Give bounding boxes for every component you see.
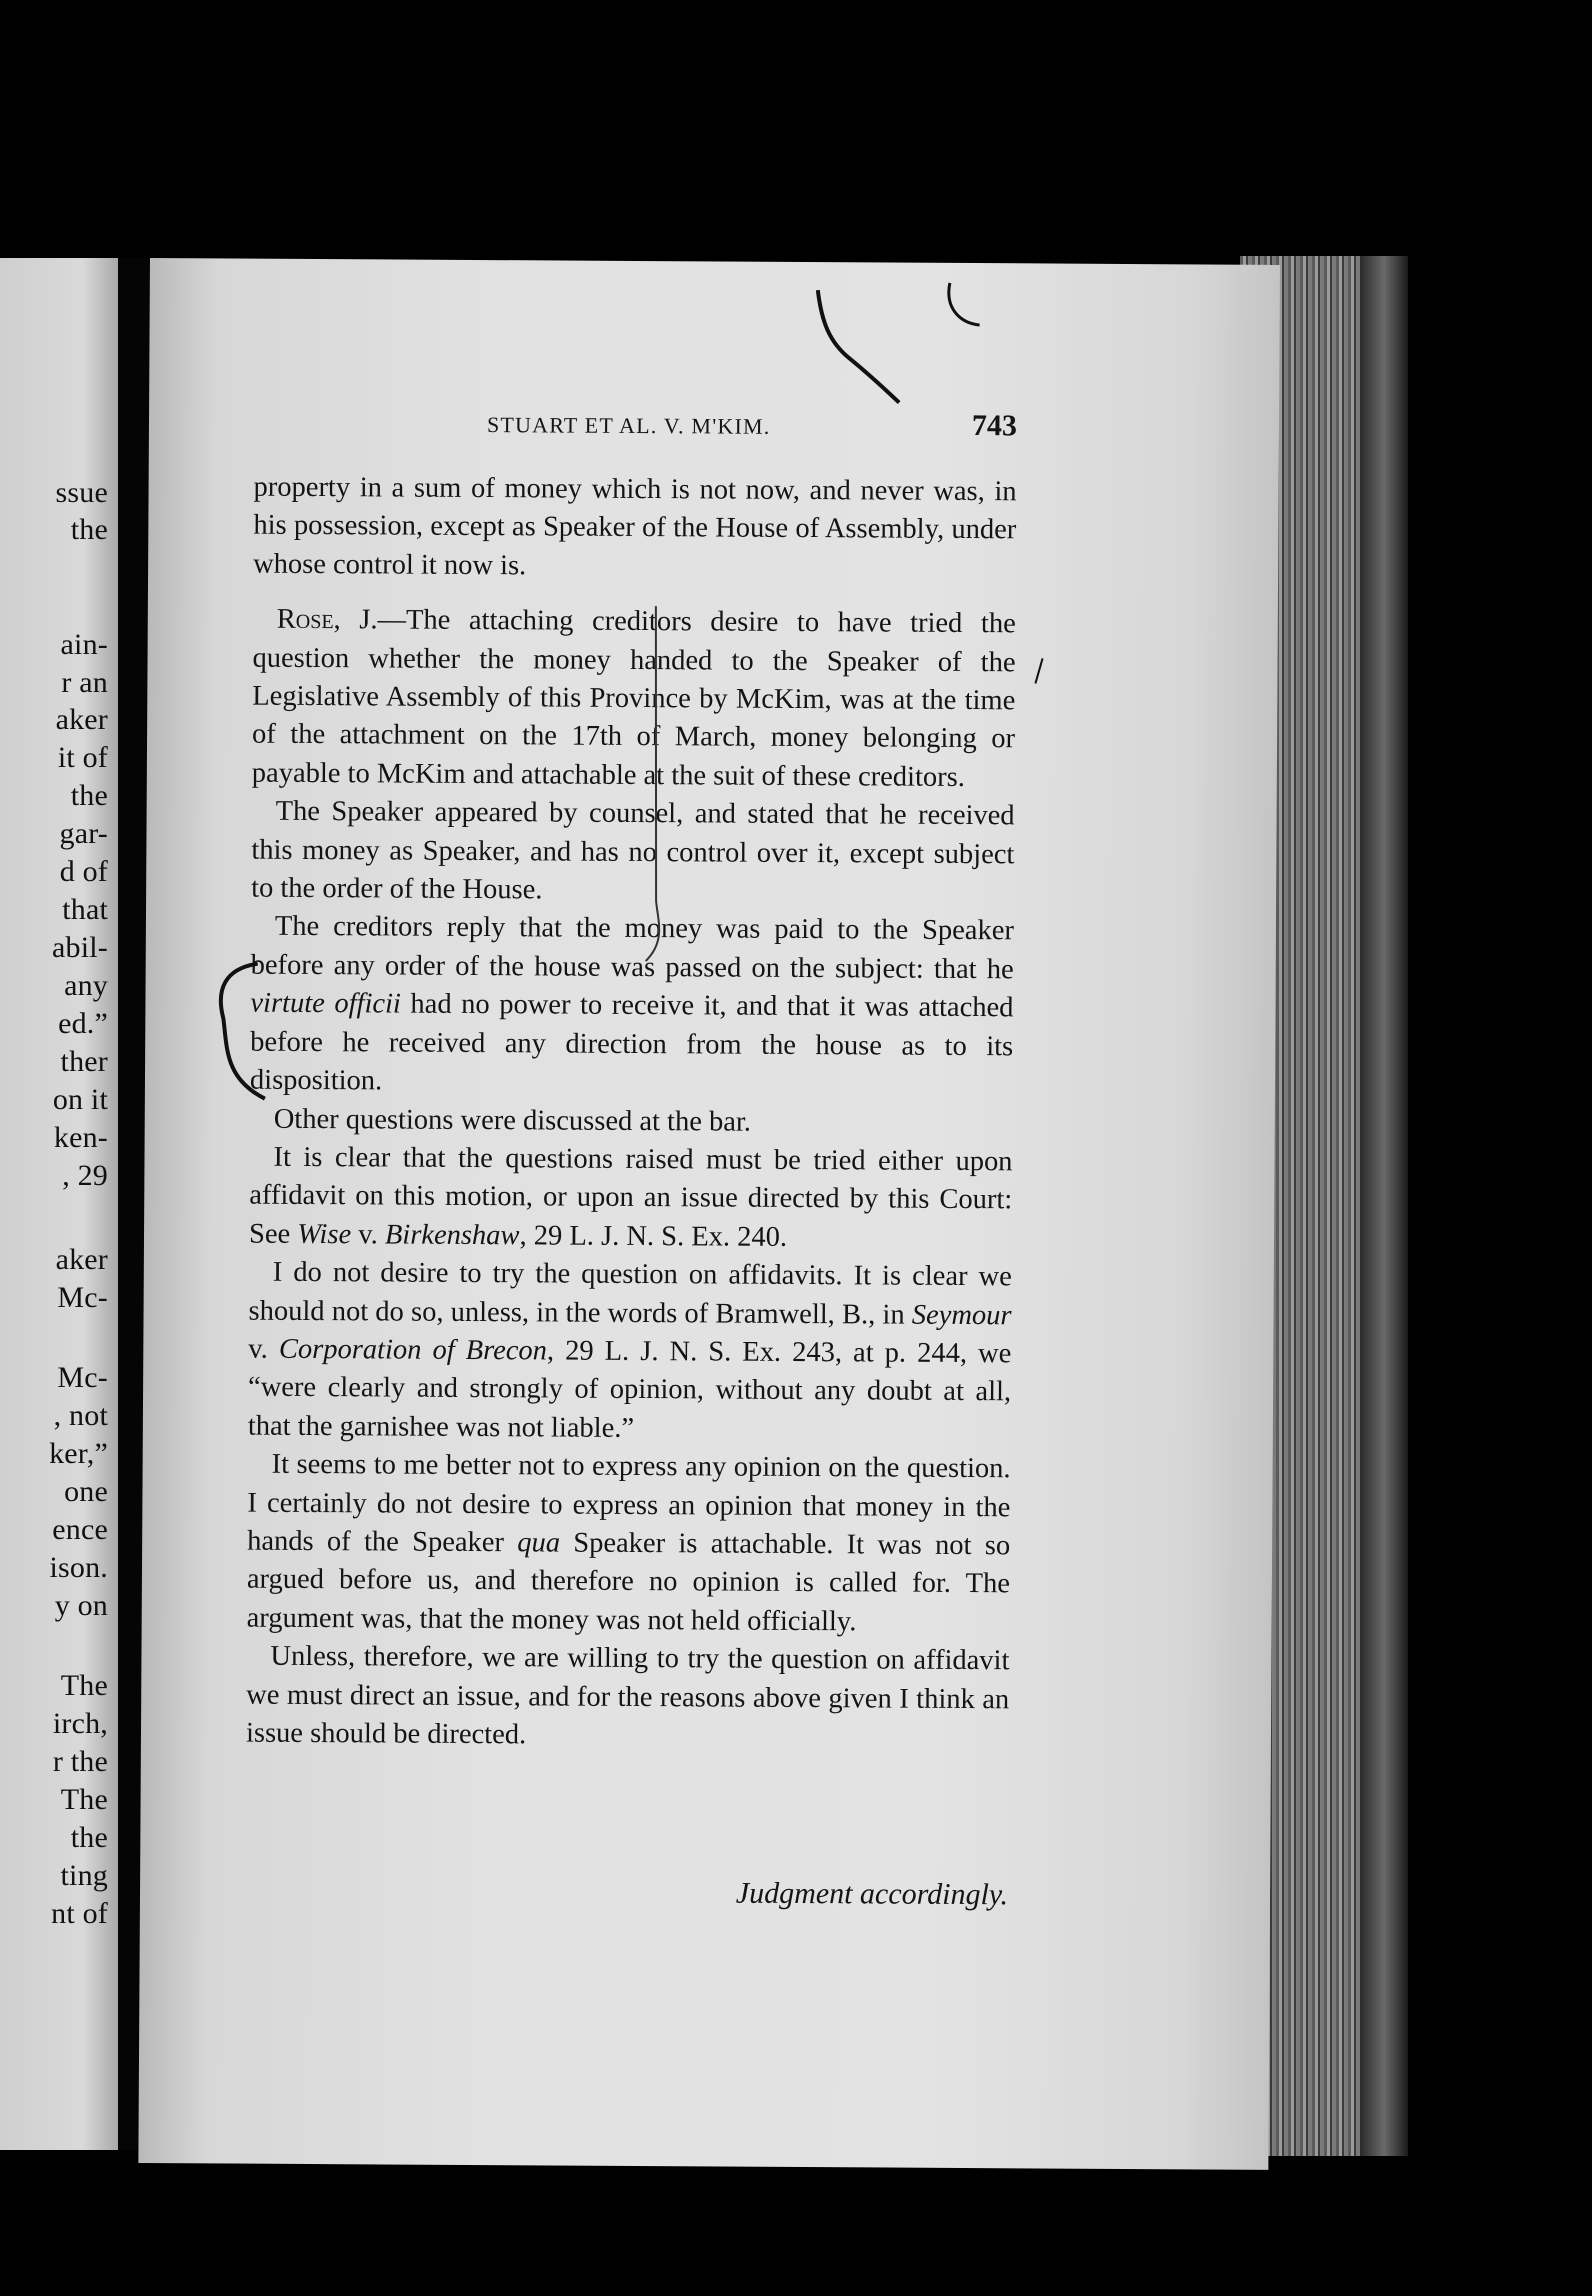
left-page-fragment: any	[64, 969, 108, 1002]
left-page-fragment: ed.”	[58, 1007, 108, 1040]
italic-citation: qua	[517, 1527, 561, 1559]
left-page-fragment: The	[60, 1669, 108, 1702]
left-page-fragment: , not	[53, 1399, 108, 1432]
left-page-fragment: the	[70, 779, 108, 812]
left-page-fragment: the	[70, 513, 108, 546]
left-page-fragment: it of	[57, 741, 108, 774]
running-head: STUART ET AL. V. M'KIM.	[486, 412, 771, 439]
judgment-line: Judgment accordingly.	[735, 1876, 1009, 1912]
pencil-slash-right	[1035, 658, 1042, 683]
pencil-stroke-top-left	[817, 290, 900, 402]
left-page-fragment: one	[64, 1475, 108, 1508]
italic-citation: Corporation of Brecon	[278, 1333, 548, 1367]
left-page-fragment: r an	[61, 666, 108, 699]
left-facing-page	[0, 258, 118, 2150]
left-page-fragment: d of	[59, 855, 108, 888]
left-page-fragment: ssue	[55, 476, 108, 509]
paragraph-5: Other questions were discussed at the bar.	[273, 1103, 752, 1138]
left-page-fragment: nt of	[51, 1897, 108, 1930]
judge-name: Rose, J.	[276, 604, 378, 636]
page-number: 743	[971, 409, 1018, 443]
left-page-fragment: r the	[52, 1745, 108, 1778]
left-page-fragment: ence	[52, 1513, 108, 1546]
left-page-fragment: gar-	[59, 817, 108, 850]
left-page-fragment: abil-	[52, 931, 108, 964]
paragraph-6: It is clear that the questions raised must be tried either upon affidavit on this motion, or upon an issue directed by this Court: See Wise v. Birkenshaw, 29 L. J. N. S. Ex. 240.	[248, 1141, 1013, 1253]
italic-citation: Seymour	[911, 1299, 1012, 1331]
left-page-fragment: The	[60, 1783, 108, 1816]
left-page-fragment: ther	[60, 1045, 108, 1078]
left-page-fragment: the	[70, 1821, 108, 1854]
left-page-fragment: ting	[60, 1859, 108, 1892]
left-page-fragment: on it	[52, 1083, 108, 1116]
italic-citation: Birkenshaw	[384, 1219, 520, 1251]
pencil-stroke-top-right	[949, 283, 980, 325]
left-page-fragment: irch,	[52, 1707, 108, 1740]
paragraph-3: The Speaker appeared by counsel, and stated that he received this money as Speaker, and has no control over it, except subject to the order of the House.	[251, 796, 1015, 906]
paragraph-4: The creditors reply that the money was paid to the Speaker before any order of the house was passed on the subject: that he virtute officii had no power to receive it, and that it was attached before he received any direction from the house as to its disposition.	[249, 911, 1014, 1097]
paragraph-8: It seems to me better not to express any opinion on the question. I certainly do not desire to express an opinion that money in the hands of the Speaker qua Speaker is attachable. It was not so argued before us, and therefore no opinion is called for. The argument was, that the money was not held officially.	[246, 1448, 1011, 1638]
left-page-fragment: y on	[54, 1589, 108, 1622]
paragraph-2-text: —The attaching creditors desire to have tried the question whether the money handed to the Speaker of the Legislative Assembly of this Province by McKim, was at the time of the attachment on the 17th of March, money belonging or payable to McKim and attachable at the suit of these creditors.	[251, 604, 1016, 793]
left-page-fragment: ain-	[60, 628, 108, 661]
left-page-fragment: that	[62, 893, 108, 926]
left-page-fragment: aker	[55, 1243, 108, 1276]
italic-citation: virtute officii	[250, 987, 402, 1020]
left-page-fragment: , 29	[62, 1159, 108, 1192]
body-text	[246, 469, 1017, 1758]
paragraph-7: I do not desire to try the question on affidavits. It is clear we should not do so, unless, in the words of Bramwell, B., in Seymour v. Corporation of Brecon, 29 L. J. N. S. Ex. 243, at p. 244, we “were clearly and strongly of opinion, without any doubt at all, that the garnishee was not liable.”	[247, 1256, 1012, 1444]
left-page-fragment: ken-	[53, 1121, 108, 1154]
left-page-fragment: aker	[55, 703, 108, 736]
book-page	[138, 258, 1280, 2170]
paragraph-1: property in a sum of money which is not now, and never was, in his possession, except as Speaker of the House of Assembly, under whose control it now is.	[253, 471, 1017, 582]
paragraph-9: Unless, therefore, we are willing to try the question on affidavit we must direct an issue, and for the reasons above given I think an issue should be directed.	[245, 1640, 1010, 1751]
italic-citation: Wise	[297, 1218, 352, 1250]
book-spine-edge	[1360, 256, 1408, 2156]
left-page-fragment: ison.	[49, 1551, 108, 1584]
paragraph-2	[252, 601, 1016, 798]
left-page-fragment: Mc-	[57, 1281, 108, 1314]
left-page-fragment: Mc-	[57, 1361, 108, 1394]
left-page-fragment: ker,”	[49, 1437, 108, 1470]
